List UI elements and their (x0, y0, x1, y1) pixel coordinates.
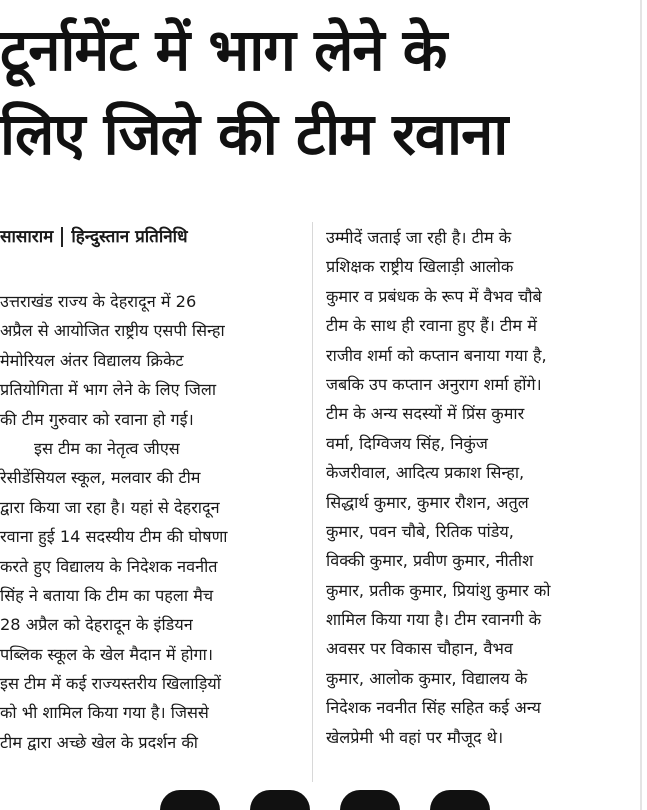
headline-line-2: लिए जिले की टीम रवाना (0, 100, 508, 168)
next-headline-fragment (160, 790, 540, 810)
headline-line-1: टूर्नामेंट में भाग लेने के (0, 16, 447, 84)
cropped-glyph (160, 790, 220, 810)
text-line: को भी शामिल किया गया है। जिससे (0, 703, 209, 723)
text-line: कुमार, आलोक कुमार, विद्यालय के (326, 668, 528, 688)
text-line: अप्रैल से आयोजित राष्ट्रीय एसपी सिन्हा (0, 321, 225, 341)
cropped-glyph (250, 790, 310, 810)
text-line: रेसीडेंसियल स्कूल, मलवार की टीम (0, 468, 201, 488)
text-line: कुमार व प्रबंधक के रूप में वैभव चौबे (326, 286, 542, 306)
text-line: विक्की कुमार, प्रवीण कुमार, नीतीश (326, 551, 534, 571)
text-line: द्वारा किया जा रहा है। यहां से देहरादून (0, 497, 220, 517)
text-line: टीम के साथ ही रवाना हुए हैं। टीम में (326, 316, 537, 336)
text-line: मेमोरियल अंतर विद्यालय क्रिकेट (0, 350, 184, 370)
text-line: करते हुए विद्यालय के निदेशक नवनीत (0, 556, 218, 576)
text-line: निदेशक नवनीत सिंह सहित कई अन्य (326, 698, 541, 718)
text-line: प्रशिक्षक राष्ट्रीय खिलाड़ी आलोक (326, 257, 514, 277)
text-line: सिंह ने बताया कि टीम का पहला मैच (0, 585, 214, 605)
column-divider (312, 222, 313, 782)
text-line: सिद्धार्थ कुमार, कुमार रौशन, अतुल (326, 492, 529, 512)
text-line: कुमार, पवन चौबे, रितिक पांडेय, (326, 521, 514, 541)
text-line: केजरीवाल, आदित्य प्रकाश सिन्हा, (326, 463, 525, 483)
byline-place: सासाराम (0, 227, 54, 247)
text-line: रवाना हुई 14 सदस्यीय टीम की घोषणा (0, 527, 228, 547)
page-edge-rule (640, 0, 642, 810)
text-line: 28 अप्रैल को देहरादून के इंडियन (0, 615, 193, 635)
text-line: पब्लिक स्कूल के खेल मैदान में होगा। (0, 644, 213, 664)
text-line: की टीम गुरुवार को रवाना हो गई। (0, 409, 194, 429)
text-line: शामिल किया गया है। टीम रवानगी के (326, 610, 542, 630)
article-column-2 (326, 223, 626, 752)
text-line: खेलप्रेमी भी वहां पर मौजूद थे। (326, 727, 504, 747)
text-line: वर्मा, दिग्विजय सिंह, निकुंज (326, 433, 488, 453)
text-line: इस टीम में कई राज्यस्तरीय खिलाड़ियों (0, 674, 221, 694)
byline (0, 226, 300, 248)
text-line: उम्मीदें जताई जा रही है। टीम के (326, 228, 512, 247)
text-line: टीम द्वारा अच्छे खेल के प्रदर्शन की (0, 732, 198, 752)
byline-separator (61, 227, 63, 247)
cropped-glyph (340, 790, 400, 810)
article-column-1 (0, 287, 302, 757)
text-line: कुमार, प्रतीक कुमार, प्रियांशु कुमार को (326, 580, 551, 600)
headline (0, 8, 630, 176)
text-line: टीम के अन्य सदस्यों में प्रिंस कुमार (326, 404, 525, 424)
text-line: अवसर पर विकास चौहान, वैभव (326, 639, 513, 659)
byline-source: हिन्दुस्तान प्रतिनिधि (71, 227, 188, 247)
text-line: राजीव शर्मा को कप्तान बनाया गया है, (326, 345, 547, 365)
text-line: प्रतियोगिता में भाग लेने के लिए जिला (0, 380, 217, 400)
cropped-glyph (430, 790, 490, 810)
text-line: जबकि उप कप्तान अनुराग शर्मा होंगे। (326, 374, 542, 394)
text-line: उत्तराखंड राज्य के देहरादून में 26 (0, 292, 197, 311)
text-line: इस टीम का नेतृत्व जीएस (34, 438, 180, 458)
